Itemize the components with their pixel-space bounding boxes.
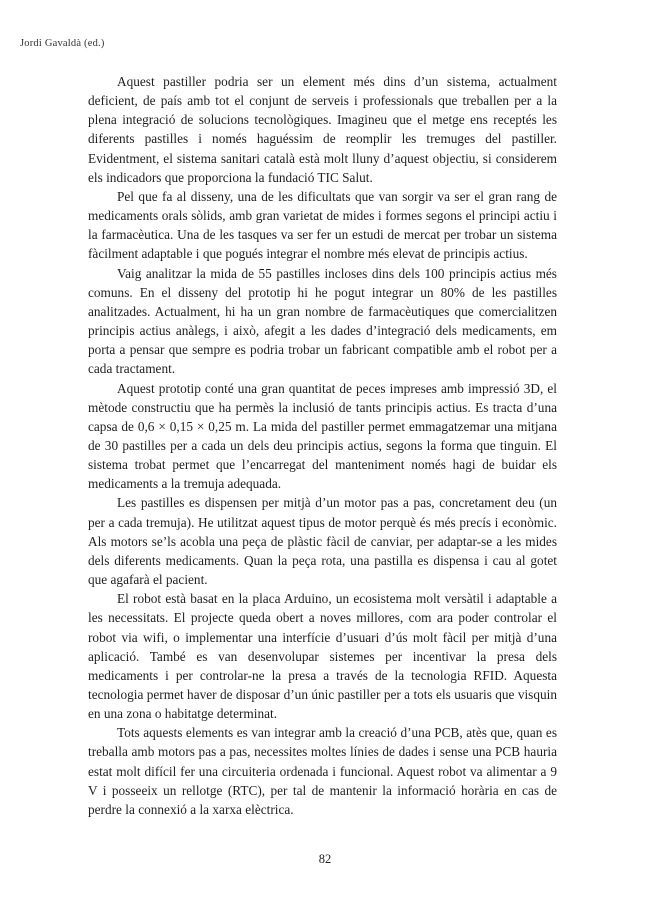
paragraph: Pel que fa al disseny, una de les dificultats que van sorgir va ser el gran rang de medicaments orals sòlids, amb gran varietat de mides i formes segons el principi actiu i la farmacèutica. Una de les tasques va ser fer un estudi de mercat per trobar un sistema fàcilment adaptable i que pogués integrar el nombre més elevat de principis actius. <box>88 188 557 262</box>
paragraph: Tots aquests elements es van integrar amb la creació d’una PCB, atès que, quan es treballa amb motors pas a pas, necessites moltes línies de dades i sense una PCB hauria estat molt difícil fer una circuiteria ordenada i funcional. Aquest robot va alimentar a 9 V i posseeix un rellotge (RTC), per tal de mantenir la informació horària en cas de perdre la connexió a la xarxa elèctrica. <box>88 725 557 817</box>
paragraph: Aquest pastiller podria ser un element més dins d’un sistema, actualment deficient, de país amb tot el conjunt de serveis i professionals que treballen per a la plena integració de solucions tecnològiques. Imagineu que el metge ens receptés les diferents pastilles i només haguéssim de reomplir les tremuges del pastiller. Evidentment, el sistema sanitari català està molt lluny d’aquest objectiu, si considerem els indicadors que proporciona la fundació TIC Salut. <box>88 74 557 185</box>
paragraph: Vaig analitzar la mida de 55 pastilles incloses dins dels 100 principis actius més comuns. En el disseny del prototip hi he pogut integrar un 80% de les pastilles analitzades. Actualment, hi ha un gran nombre de farmacèutiques que comercialitzen principis actius anàlegs, i això, afegit a les dades d’integració dels medicaments, em porta a pensar que sempre es podria trobar un fabricant compatible amb el robot per a cada tractament. <box>88 265 557 377</box>
body-text <box>88 72 557 819</box>
running-header: Jordi Gavaldà (ed.) <box>20 38 105 49</box>
page-number: 82 <box>318 852 332 866</box>
paragraph: El robot està basat en la placa Arduino, un ecosistema molt versàtil i adaptable a les necessitats. El projecte queda obert a noves millores, com ara poder controlar el robot via wifi, o implementar una interfície d’usuari d’ús molt fàcil per mitjà d’una aplicació. També es van desenvolupar sistemes per incentivar la presa dels medicaments i per controlar-ne la presa a través de la tecnologia RFID. Aquesta tecnologia permet haver de disposar d’un únic pastiller per a tots els usuaris que visquin en una zona o habitatge determinat. <box>88 591 557 722</box>
paragraph: Aquest prototip conté una gran quantitat de peces impreses amb impressió 3D, el mètode constructiu que ha permès la inclusió de tants principis actius. Es tracta d’una capsa de 0,6 × 0,15 × 0,25 m. La mida del pastiller permet emmagatzemar una mitjana de 30 pastilles per a cada un dels deu principis actius, segons la forma que tinguin. El sistema trobat permet que l’encarregat del manteniment només hagi de buidar els medicaments a la tremuja adequada. <box>88 380 557 492</box>
paragraph: Les pastilles es dispensen per mitjà d’un motor pas a pas, concretament deu (un per a cada tremuja). He utilitzat aquest tipus de motor perquè és més precís i econòmic. Als motors se’ls acobla una peça de plàstic fàcil de canviar, per adaptar-se a les mides dels diferents medicaments. Quan la peça rota, una pastilla es dispensa i cau al gotet que agafarà el pacient. <box>88 495 557 588</box>
